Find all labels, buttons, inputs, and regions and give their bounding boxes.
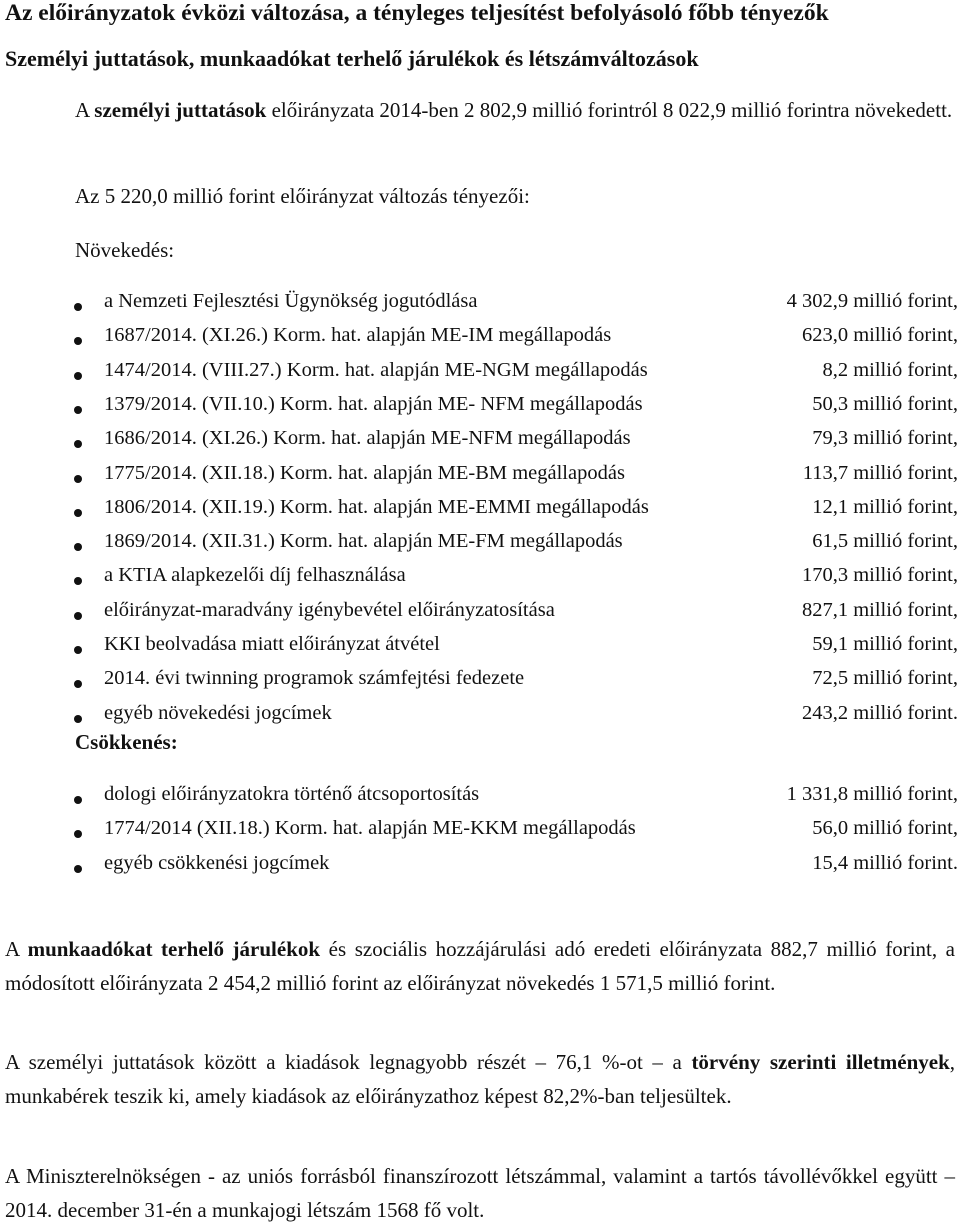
intro-paragraph — [75, 93, 955, 127]
item-amount: 12,1 millió forint, — [812, 495, 958, 518]
factors-line: Az 5 220,0 millió forint előirányzat változás tényezői: — [75, 184, 530, 208]
contrib-post: és szociális hozzájárulási adó eredeti előirányzata 882,7 millió forint, a módosított előirányzata 2 454,2 millió forint az előirányzat növekedés 1 571,5 millió forint. — [5, 937, 955, 995]
contributions-paragraph — [5, 933, 955, 1000]
item-label: egyéb növekedési jogcímek — [104, 701, 332, 724]
item-amount: 243,2 millió forint. — [801, 701, 958, 724]
bullet-icon — [74, 406, 82, 414]
list-item — [0, 462, 960, 494]
personal-post: , munkabérek teszik ki, amely kiadások az előirányzathoz képest 82,2%-ban teljesültek. — [5, 1050, 955, 1108]
personal-pre: A személyi juttatások között a kiadások legnagyobb részét – 76,1 %-ot – a — [5, 1050, 692, 1074]
item-amount: 79,3 millió forint, — [812, 427, 958, 450]
intro-post: előirányzata 2014-ben 2 802,9 millió forintról 8 022,9 millió forintra növekedett. — [266, 98, 953, 122]
item-label: egyéb csökkenési jogcímek — [104, 851, 330, 874]
list-item — [0, 817, 960, 849]
list-item — [0, 393, 960, 425]
item-amount: 56,0 millió forint, — [812, 817, 958, 840]
list-item — [0, 427, 960, 459]
list-item — [0, 633, 960, 665]
contrib-bold: munkaadókat terhelő járulékok — [27, 937, 321, 961]
item-label: 1775/2014. (XII.18.) Korm. hat. alapján ME-BM megállapodás — [104, 461, 625, 484]
bullet-icon — [74, 372, 82, 380]
section-subtitle: Személyi juttatások, munkaadókat terhelő járulékok és létszámváltozások — [5, 46, 699, 71]
item-label: dologi előirányzatokra történő átcsoportosítás — [104, 783, 480, 805]
personal-paragraph — [5, 1046, 955, 1113]
list-item — [0, 530, 960, 562]
bullet-icon — [74, 715, 82, 723]
contrib-pre: A — [5, 937, 28, 961]
list-item — [0, 324, 960, 356]
intro-pre: A — [75, 98, 95, 122]
item-label: 2014. évi twinning programok számfejtési fedezete — [104, 667, 525, 690]
bullet-icon — [74, 646, 82, 654]
item-amount: 1 331,8 millió forint, — [786, 783, 958, 805]
item-label: 1379/2014. (VII.10.) Korm. hat. alapján ME- NFM megállapodás — [104, 392, 643, 415]
list-item — [0, 496, 960, 528]
item-label: 1806/2014. (XII.19.) Korm. hat. alapján ME-EMMI megállapodás — [104, 495, 649, 518]
bullet-icon — [74, 509, 82, 517]
list-item — [0, 852, 960, 884]
item-amount: 61,5 millió forint, — [812, 530, 958, 553]
list-item — [0, 359, 960, 391]
personal-bold: törvény szerinti illetmények — [691, 1050, 950, 1074]
list-item — [0, 564, 960, 596]
item-amount: 170,3 millió forint, — [801, 564, 958, 587]
list-item — [0, 667, 960, 699]
item-label: 1774/2014 (XII.18.) Korm. hat. alapján ME-KKM megállapodás — [104, 817, 636, 840]
bullet-icon — [74, 796, 82, 804]
item-label: előirányzat-maradvány igénybevétel előirányzatosítása — [104, 598, 555, 621]
list-item — [0, 599, 960, 631]
item-amount: 15,4 millió forint. — [812, 851, 958, 874]
bullet-icon — [74, 440, 82, 448]
bullet-icon — [74, 337, 82, 345]
item-label: 1686/2014. (XI.26.) Korm. hat. alapján ME-NFM megállapodás — [104, 427, 631, 450]
decrease-heading: Csökkenés: — [75, 730, 178, 754]
bullet-icon — [74, 543, 82, 551]
bullet-icon — [74, 830, 82, 838]
list-item — [0, 290, 960, 322]
item-label: 1687/2014. (XI.26.) Korm. hat. alapján ME-IM megállapodás — [104, 324, 612, 347]
item-amount: 59,1 millió forint, — [812, 633, 958, 655]
item-amount: 8,2 millió forint, — [822, 358, 958, 381]
bullet-icon — [74, 680, 82, 688]
bullet-icon — [74, 303, 82, 311]
item-label: 1869/2014. (XII.31.) Korm. hat. alapján ME-FM megállapodás — [104, 530, 623, 553]
list-item — [0, 702, 960, 734]
bullet-icon — [74, 612, 82, 620]
item-label: a KTIA alapkezelői díj felhasználása — [104, 564, 406, 587]
page-title: Az előirányzatok évközi változása, a tényleges teljesítést befolyásoló főbb tényezők — [5, 0, 829, 26]
bullet-icon — [74, 577, 82, 585]
item-label: a Nemzeti Fejlesztési Ügynökség jogutódlása — [104, 290, 478, 312]
item-amount: 72,5 millió forint, — [812, 667, 958, 690]
bullet-icon — [74, 865, 82, 873]
item-amount: 623,0 millió forint, — [801, 324, 958, 347]
headcount-paragraph: A Miniszterelnökségen - az uniós forrásból finanszírozott létszámmal, valamint a tartós távollévőkkel együtt – 2014. december 31-én a munkajogi létszám 1568 fő volt. — [5, 1164, 955, 1222]
intro-bold: személyi juttatások — [94, 98, 267, 122]
item-amount: 50,3 millió forint, — [812, 392, 958, 415]
item-label: 1474/2014. (VIII.27.) Korm. hat. alapján ME-NGM megállapodás — [104, 358, 648, 381]
increase-heading: Növekedés: — [75, 238, 175, 262]
item-amount: 827,1 millió forint, — [801, 598, 958, 621]
list-item — [0, 783, 960, 815]
item-amount: 4 302,9 millió forint, — [786, 290, 958, 312]
item-amount: 113,7 millió forint, — [802, 461, 958, 484]
bullet-icon — [74, 475, 82, 483]
item-label: KKI beolvadása miatt előirányzat átvétel — [104, 633, 440, 655]
